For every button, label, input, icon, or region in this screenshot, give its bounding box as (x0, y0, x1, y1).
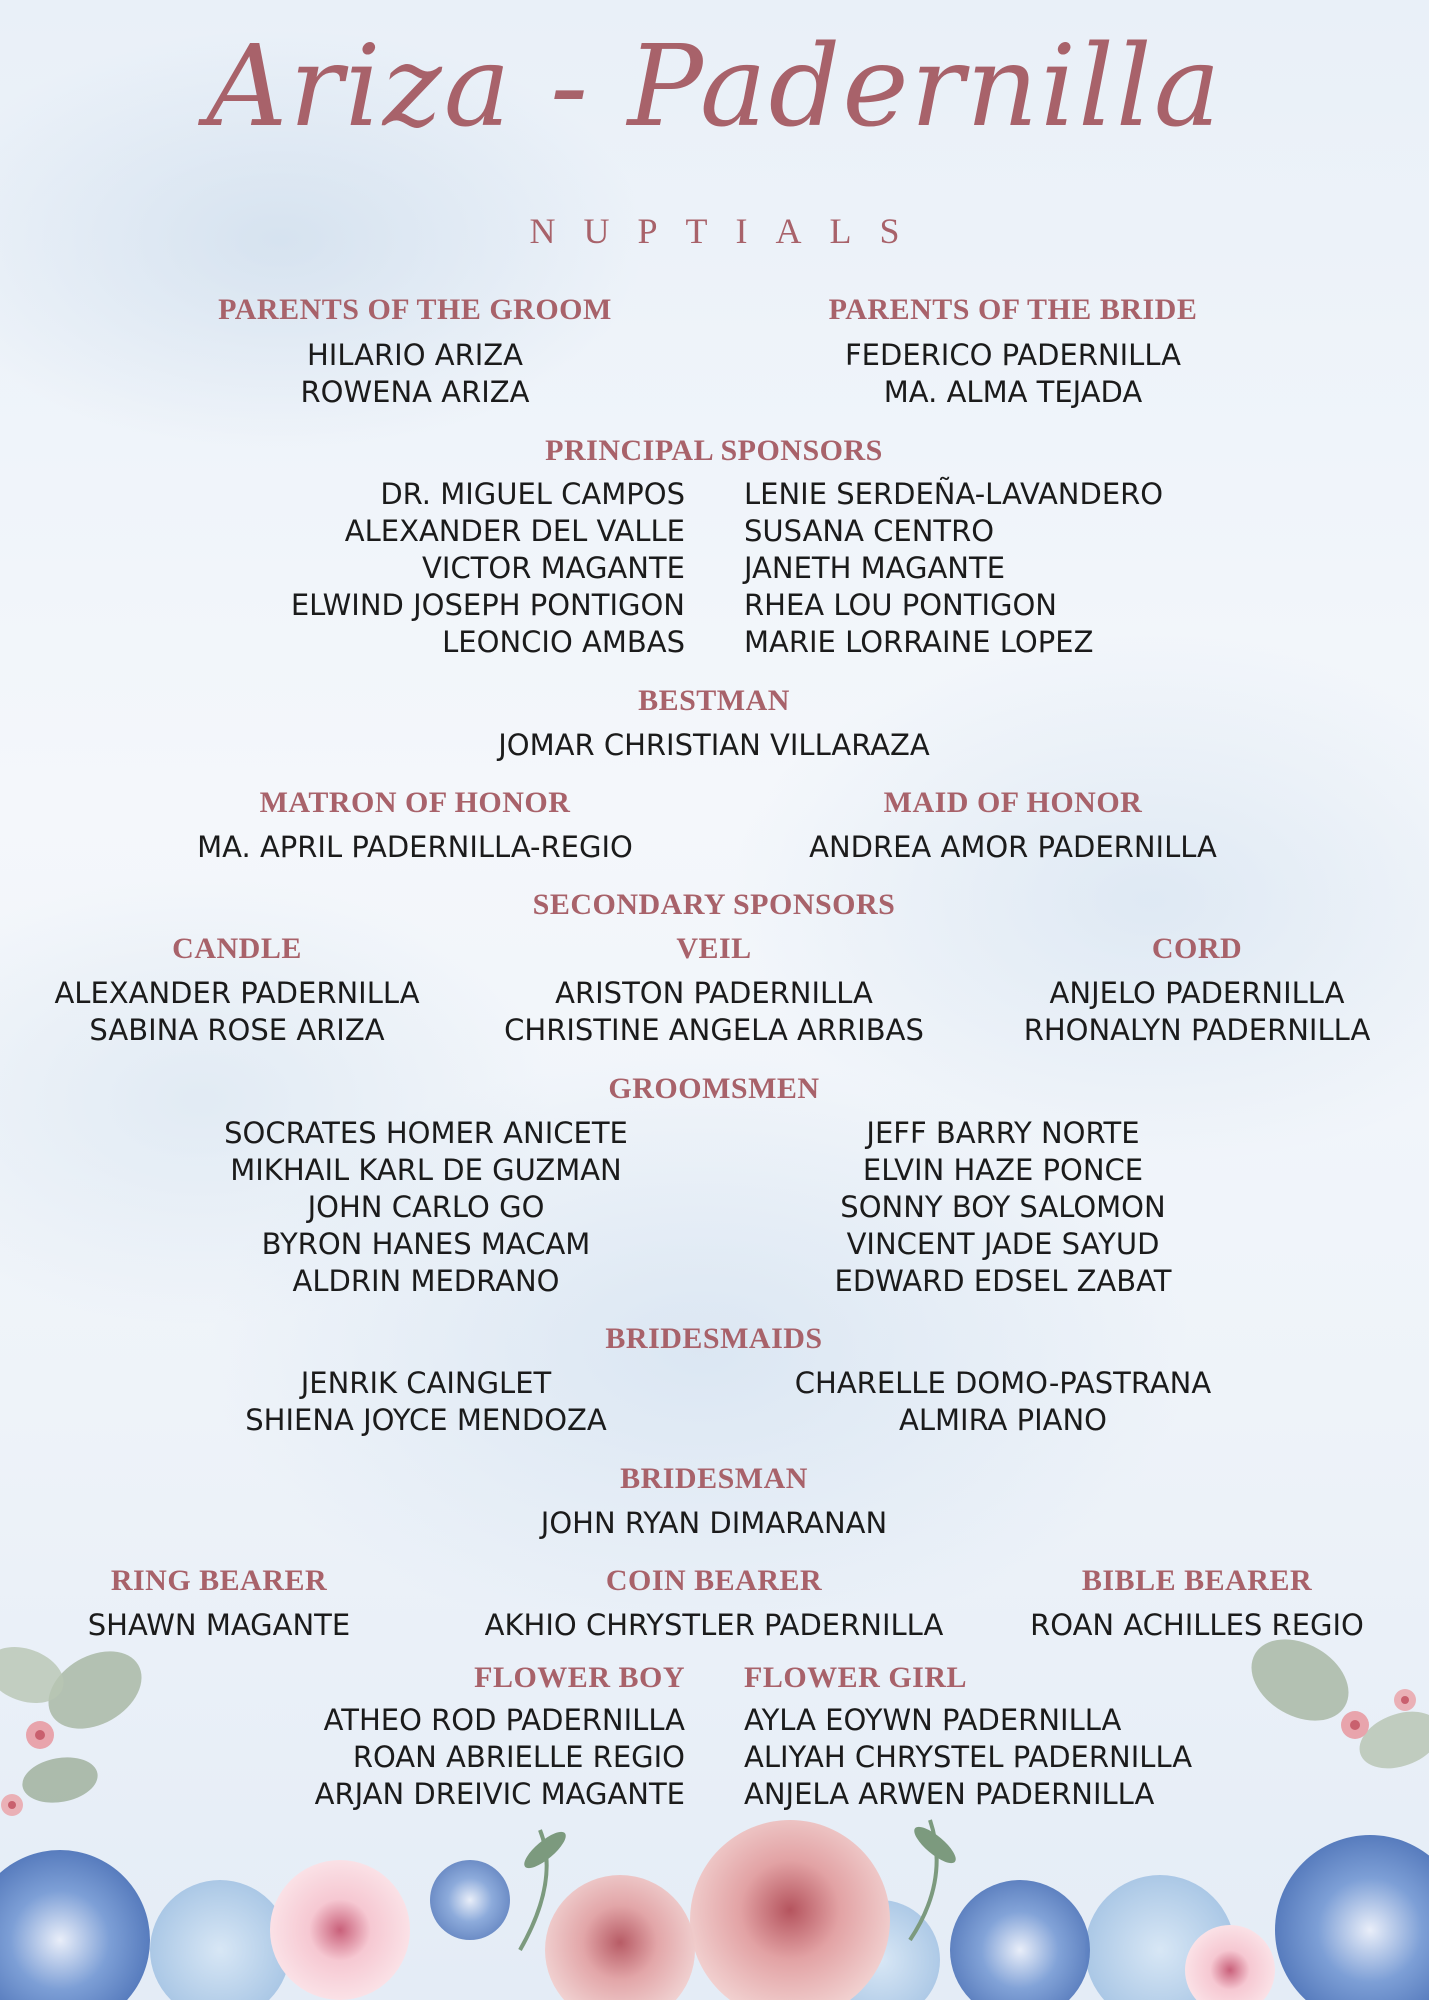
flower-boy-list (315, 1702, 685, 1813)
candle-list (54, 975, 419, 1049)
parents-bride-list (845, 337, 1181, 411)
bible-bearer-heading: BIBLE BEARER (1081, 1564, 1313, 1597)
principal-sponsors-right (744, 476, 1163, 661)
groomsmen-right (835, 1115, 1172, 1300)
list-item: MIKHAIL KARL DE GUZMAN (230, 1153, 622, 1187)
groomsmen-left (224, 1115, 628, 1300)
bestman-name: JOMAR CHRISTIAN VILLARAZA (498, 728, 930, 762)
list-item: ELWIND JOSEPH PONTIGON (290, 588, 685, 622)
veil-list (504, 975, 924, 1049)
ring-bearer-heading: RING BEARER (110, 1564, 328, 1597)
floral-border-decoration (0, 1620, 1429, 2000)
list-item: JENRIK CAINGLET (300, 1366, 552, 1400)
list-item: VINCENT JADE SAYUD (846, 1227, 1160, 1261)
list-item: RHEA LOU PONTIGON (744, 588, 1057, 622)
list-item: DR. MIGUEL CAMPOS (380, 477, 685, 511)
matron-heading: MATRON OF HONOR (259, 786, 571, 819)
maid-name: ANDREA AMOR PADERNILLA (809, 830, 1217, 864)
nuptials-subtitle: NUPTIALS (529, 211, 928, 251)
list-item: ALDRIN MEDRANO (292, 1264, 560, 1298)
bestman-heading: BESTMAN (638, 684, 790, 717)
secondary-sponsors-heading: SECONDARY SPONSORS (532, 888, 896, 921)
list-item: ARISTON PADERNILLA (555, 976, 873, 1010)
list-item: ARJAN DREIVIC MAGANTE (314, 1777, 685, 1811)
bridesmaids-heading: BRIDESMAIDS (605, 1322, 823, 1355)
list-item: LENIE SERDEÑA-LAVANDERO (744, 477, 1164, 511)
list-item: ANJELA ARWEN PADERNILLA (744, 1777, 1155, 1811)
list-item: CHARELLE DOMO-PASTRANA (794, 1366, 1212, 1400)
list-item: ALEXANDER PADERNILLA (54, 976, 420, 1010)
list-item: ATHEO ROD PADERNILLA (323, 1703, 685, 1737)
list-item: LEONCIO AMBAS (442, 625, 685, 659)
groomsmen-heading: GROOMSMEN (608, 1072, 820, 1105)
cord-list (1024, 975, 1371, 1049)
bridesmaids-left (245, 1365, 606, 1439)
bridesman-name: JOHN RYAN DIMARANAN (540, 1506, 888, 1540)
list-item: FEDERICO PADERNILLA (845, 338, 1181, 372)
list-item: ALEXANDER DEL VALLE (344, 514, 685, 548)
principal-sponsors-left (291, 476, 685, 661)
veil-heading: VEIL (676, 932, 752, 965)
cord-heading: CORD (1151, 932, 1243, 965)
parents-bride-heading: PARENTS OF THE BRIDE (828, 293, 1198, 326)
list-item: MA. ALMA TEJADA (883, 375, 1143, 409)
bridesman-heading: BRIDESMAN (620, 1462, 808, 1495)
bridesmaids-right (795, 1365, 1211, 1439)
list-item: AYLA EOYWN PADERNILLA (744, 1703, 1122, 1737)
list-item: VICTOR MAGANTE (422, 551, 685, 585)
maid-heading: MAID OF HONOR (883, 786, 1143, 819)
list-item: ALIYAH CHRYSTEL PADERNILLA (744, 1740, 1193, 1774)
flower-boy-heading: FLOWER BOY (474, 1661, 685, 1694)
flower-girl-heading: FLOWER GIRL (744, 1661, 968, 1694)
list-item: ROAN ABRIELLE REGIO (352, 1740, 685, 1774)
list-item: EDWARD EDSEL ZABAT (834, 1264, 1172, 1298)
list-item: SHIENA JOYCE MENDOZA (245, 1403, 607, 1437)
list-item: JEFF BARRY NORTE (866, 1116, 1140, 1150)
parents-groom-heading: PARENTS OF THE GROOM (218, 293, 612, 326)
list-item: RHONALYN PADERNILLA (1023, 1013, 1371, 1047)
list-item: MARIE LORRAINE LOPEZ (744, 625, 1094, 659)
matron-name: MA. APRIL PADERNILLA-REGIO (197, 830, 633, 864)
parents-groom-list (301, 337, 530, 411)
list-item: JANETH MAGANTE (744, 551, 1006, 585)
list-item: ELVIN HAZE PONCE (862, 1153, 1144, 1187)
list-item: ALMIRA PIANO (899, 1403, 1107, 1437)
candle-heading: CANDLE (172, 932, 302, 965)
list-item: JOHN CARLO GO (307, 1190, 545, 1224)
ring-bearer-name: SHAWN MAGANTE (87, 1608, 351, 1642)
list-item: SABINA ROSE ARIZA (89, 1013, 385, 1047)
list-item: HILARIO ARIZA (306, 338, 524, 372)
coin-bearer-name: AKHIO CHRYSTLER PADERNILLA (484, 1608, 944, 1642)
list-item: ANJELO PADERNILLA (1049, 976, 1345, 1010)
list-item: BYRON HANES MACAM (261, 1227, 591, 1261)
coin-bearer-heading: COIN BEARER (605, 1564, 823, 1597)
list-item: CHRISTINE ANGELA ARRIBAS (504, 1013, 924, 1047)
list-item: SUSANA CENTRO (744, 514, 995, 548)
list-item: SONNY BOY SALOMON (840, 1190, 1166, 1224)
principal-sponsors-heading: PRINCIPAL SPONSORS (545, 434, 883, 467)
bible-bearer-name: ROAN ACHILLES REGIO (1030, 1608, 1364, 1642)
list-item: SOCRATES HOMER ANICETE (224, 1116, 628, 1150)
flower-girl-list (744, 1702, 1192, 1813)
list-item: ROWENA ARIZA (300, 375, 530, 409)
couple-title: Ariza - Padernilla (206, 22, 1223, 152)
